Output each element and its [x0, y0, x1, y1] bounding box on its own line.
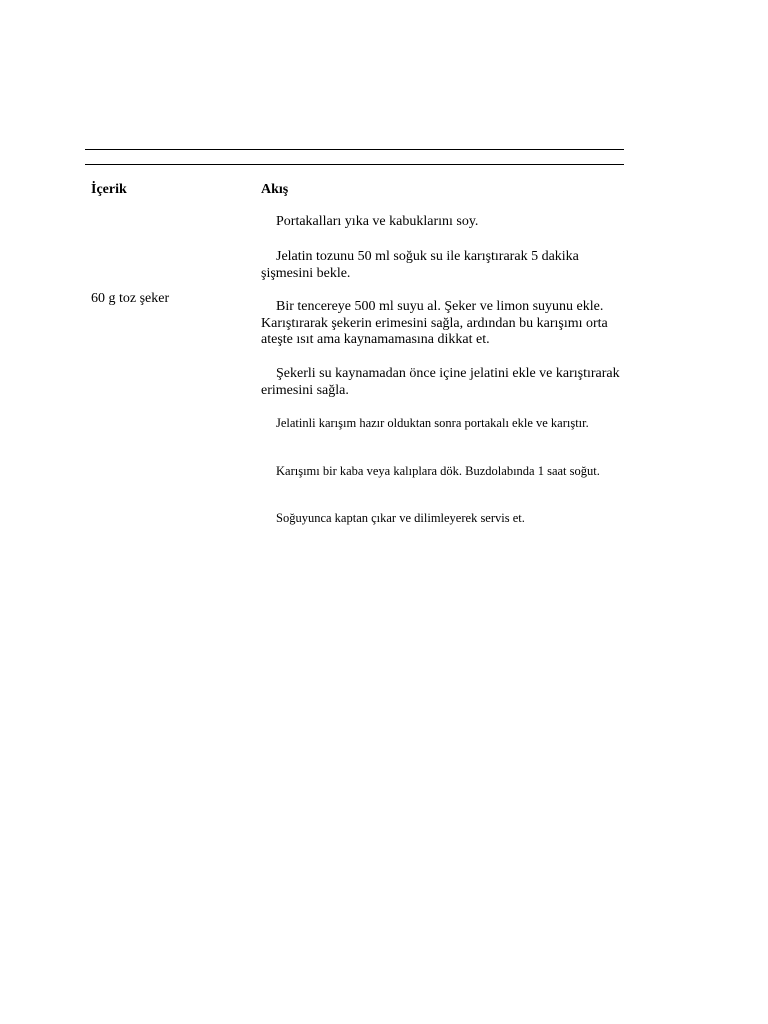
step-item: Portakalları yıka ve kabuklarını soy. — [276, 214, 479, 229]
table-header-rule — [85, 164, 624, 165]
step-item: Şekerli su kaynamadan önce içine jelatini ekle ve karıştırarak erimesini sağla. — [261, 366, 620, 398]
ingredients-column-header: İçerik — [91, 182, 127, 197]
table-top-rule — [85, 149, 624, 150]
step-item: Soğuyunca kaptan çıkar ve dilimleyerek servis et. — [276, 511, 525, 525]
ingredient-item: 60 g toz şeker — [91, 291, 170, 306]
step-item: Jelatinli karışım hazır olduktan sonra portakalı ekle ve karıştır. — [276, 416, 589, 430]
steps-column-header: Akış — [261, 182, 289, 197]
step-item: Jelatin tozunu 50 ml soğuk su ile karıştırarak 5 dakika şişmesini bekle. — [261, 249, 579, 281]
step-item: Karışımı bir kaba veya kalıplara dök. Buzdolabında 1 saat soğut. — [276, 464, 600, 478]
step-item: Bir tencereye 500 ml suyu al. Şeker ve limon suyunu ekle. Karıştırarak şekerin erimesini sağla, ardından bu karışımı orta ateşte ısıt ama kaynamamasına dikkat et. — [261, 299, 608, 347]
